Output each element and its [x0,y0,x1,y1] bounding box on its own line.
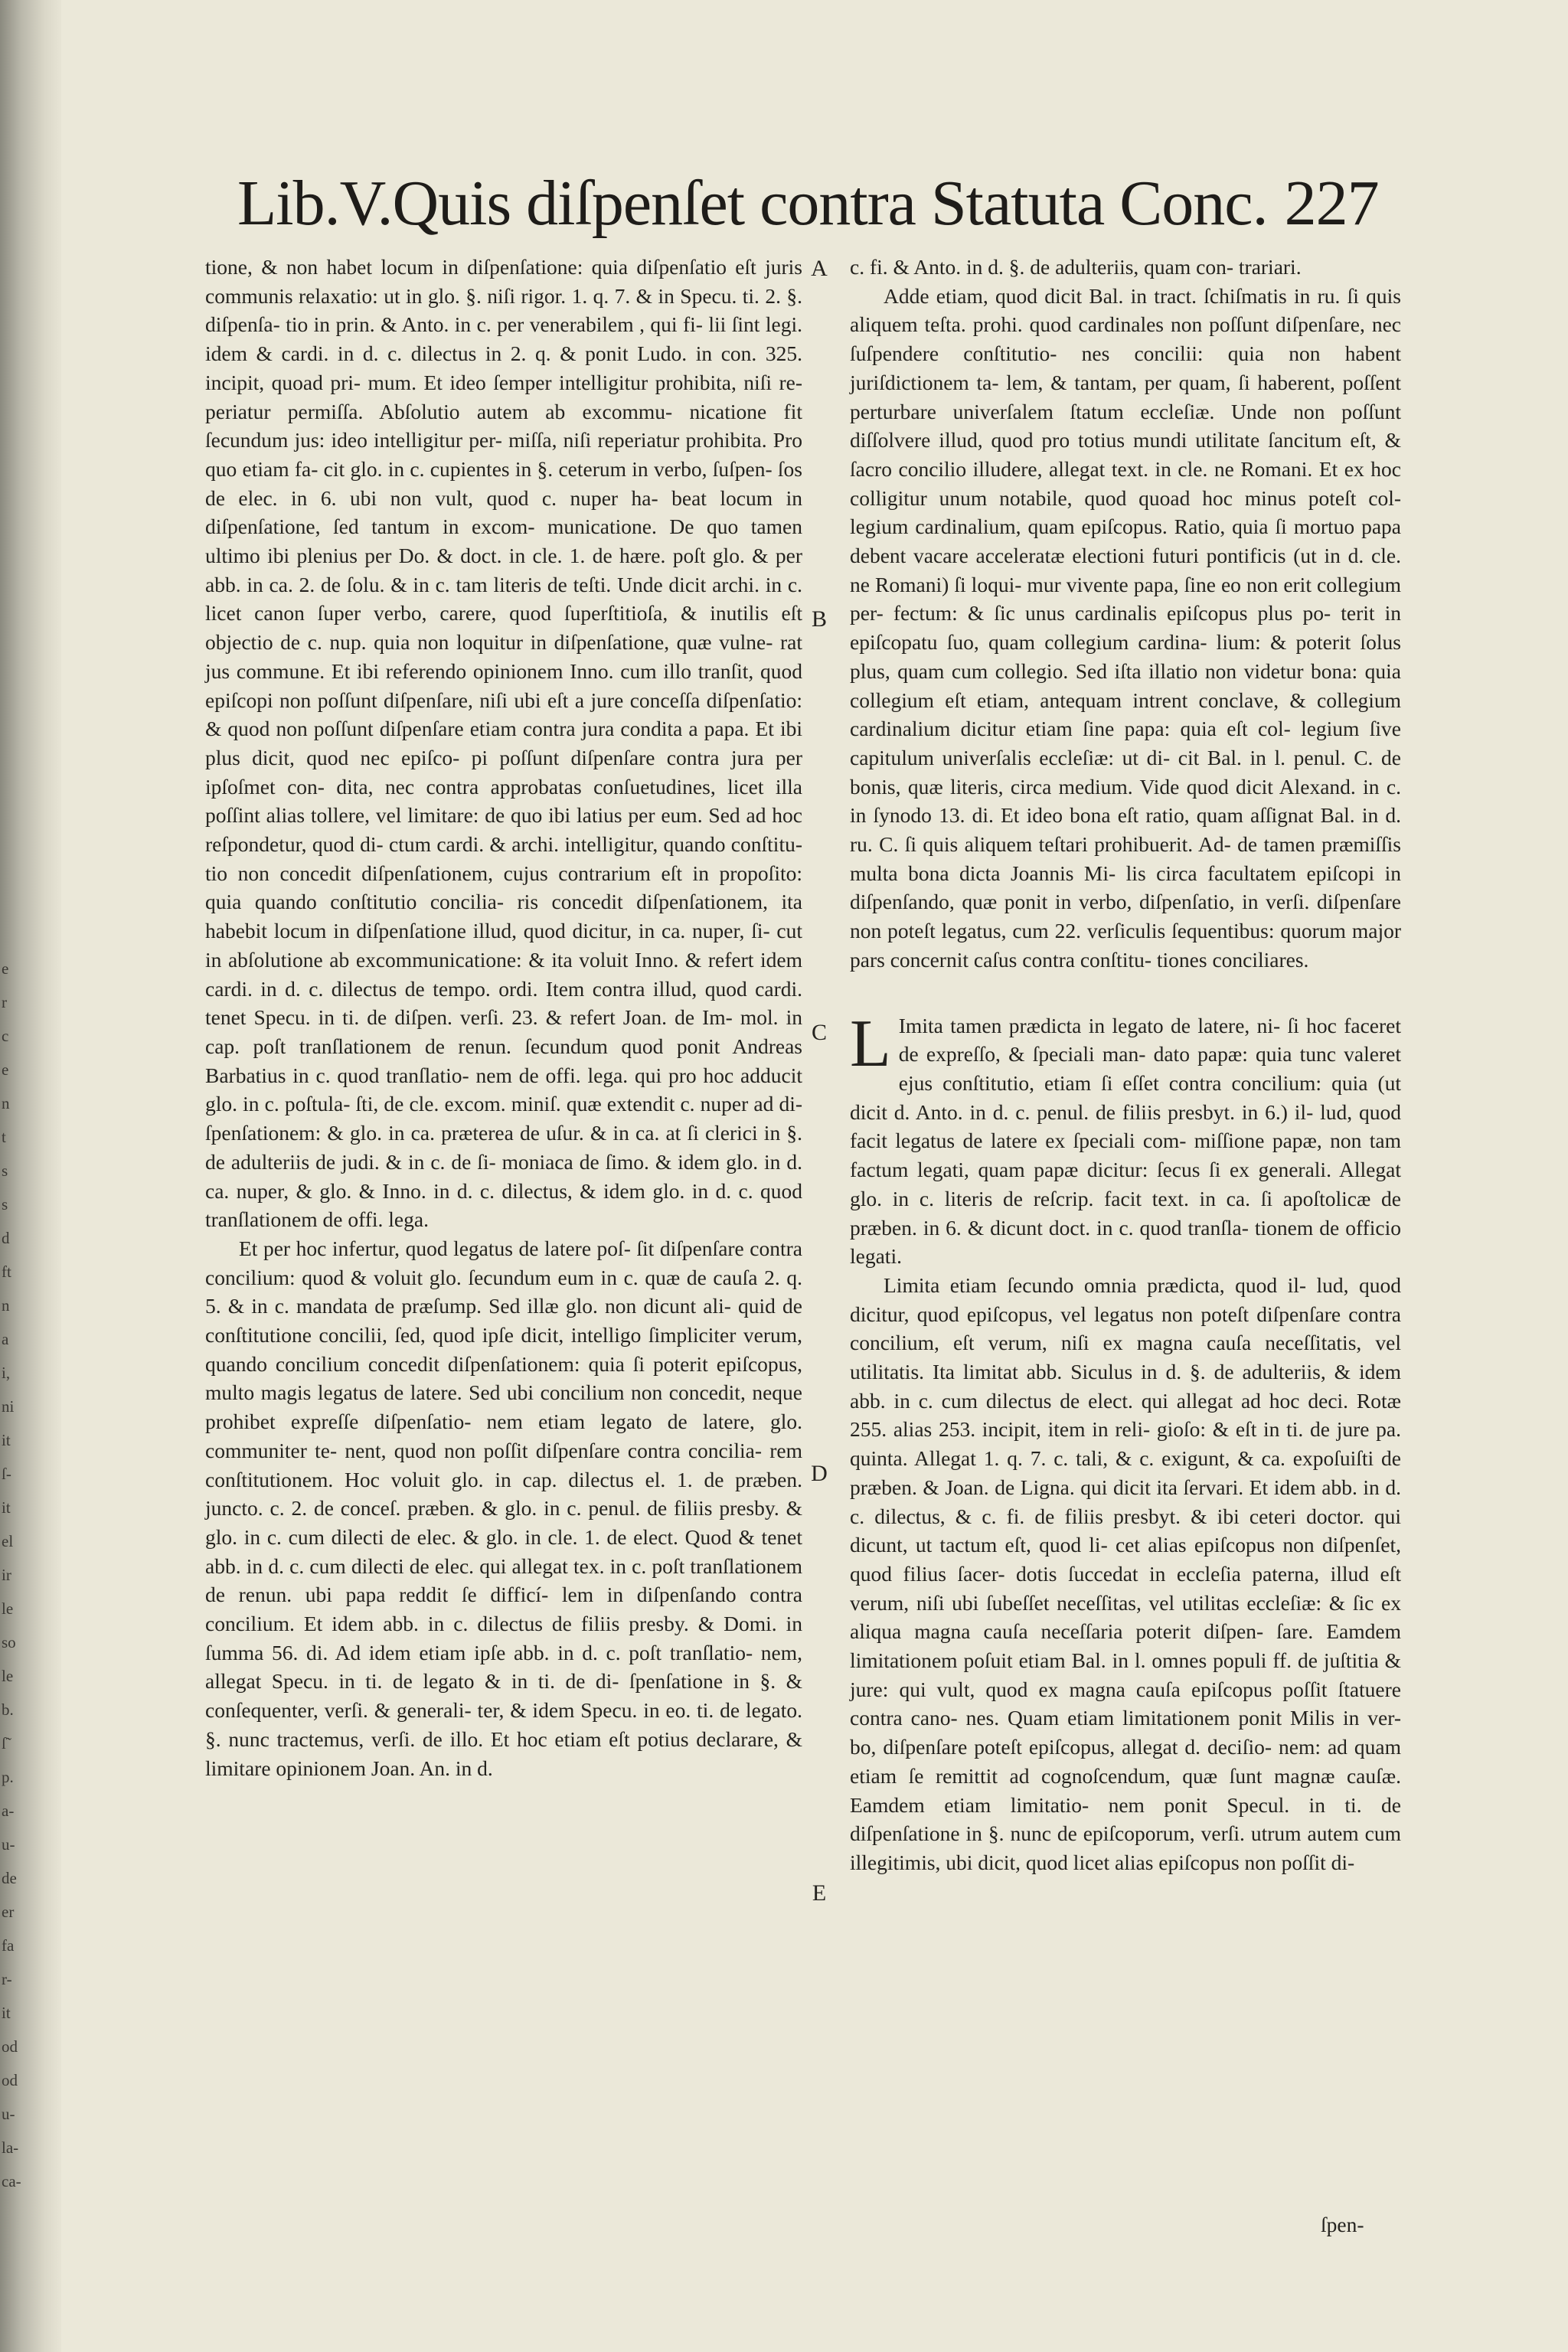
gutter-fragment: s [2,1195,8,1214]
right-paragraph-2: Adde etiam, quod dicit Bal. in tract. ſchiſmatis in ru. ſi quis aliquem teſta. prohi. quod cardinales non poſſunt diſpenſare, nec ſuſpendere conſtitutio- nes concilii: quia non habent juriſdictionem ta- lem, & tantam, per quam, ſi haberent, poſſent perturbare univerſalem ſtatum eccleſiæ. Unde non poſſunt diſſolvere illud, quod pro totius mundi utilitate ſancitum eſt, & ſacro concilio illudere, allegat text. in cle. ne Romani. Et ex hoc colligitur unum notabile, quod quoad hoc minus poteſt col- legium cardinalium, quam epiſcopus. Ratio, quia ſi mortuo papa debent vacare acceleratæ electioni futuri pontificis (ut in d. cle. ne Romani) ſi loqui- mur vivente papa, ſine eo non erit collegium per- fectum: & ſic unus cardinalis epiſcopus plus po- terit in epiſcopatu ſuo, quam collegium cardina- lium: & poterit ſolus plus, quam cum collegio. Sed iſta illatio non videtur bona: quia collegium eſt etiam, antequam intrent conclave, & collegium cardinalium dicitur etiam ſine papa: quia eſt col- legium ſive capitulum univerſalis eccleſiæ: ut di- cit Bal. in l. penul. C. de bonis, quæ literis, circa medium. Vide quod dicit Alexand. in c. in ſynodo 13. di. Et ideo bona eſt ratio, quam aſſignat Bal. in d. ru. C. ſi quis aliquem teſtari prohibuerit. Ad- de tamen præmiſſis multa bona dicta Joannis Mi- lis circa facultatem epiſcopi in diſpenſando, quæ ponit in verbo, diſpenſatio, in verſi. diſpenſare non poteſt legatus, cum 22. verſiculis ſequentibus: quorum major pars concernit caſus contra conſtitu- tiones conciliares. [850,283,1401,972]
section-marker-c: C [811,1020,827,1045]
gutter-fragment: ft [2,1263,11,1281]
gutter-fragment: s [2,1161,8,1180]
gutter-fragment: a [2,1330,9,1348]
gutter-fragment: od [2,2037,18,2056]
right-paragraph-4: Limita etiam ſecundo omnia prædicta, quod il- lud, quod dicitur, quod epiſcopus, vel legatus non poteſt diſpenſare contra concilium, eſt verum, niſi ex magna cauſa neceſſitatis, vel utilitatis. Ita limitat abb. Siculus in d. §. de adulteriis, & idem abb. in c. cum dilectus de elect. qui allegat ad hoc deci. Rotæ 255. alias 253. incipit, item in reli- gioſo: & eſt in ti. de jure pa. quinta. Allegat 1. q. 7. c. tali, & c. exigunt, & ca. expoſuiſti de præben. & Joan. de Ligna. qui dicit ita ſervari. Et idem abb. in d. c. dilectus, & c. fi. de filiis presbyt. & ibi ceteri doctor. qui dicunt, ut tactum eſt, quod li- cet alias epiſcopus non diſpenſet, quod filius ſacer- dotis ſuccedat in eccleſia paterna, illud eſt verum, niſi ubi ſubeſſet neceſſitas, vel utilitas eccleſiæ: & ſic ex aliqua magna cauſa neceſſaria poterit diſpen- ſare. Eamdem limitationem poſuit etiam Bal. in l. omnes populi ff. de juſtitia & jure: qui vult, quod ex magna cauſa epiſcopus poſſit ſtatuere contra cano- nes. Quam etiam limitationem ponit Milis in ver- bo, diſpenſare poteſt epiſcopus, allegat d. deciſio- nem: ad quam etiam ſe remittit ad cognoſcendum, quæ ſunt magnæ cauſæ. Eamdem etiam limitatio- nem ponit Specul. in ti. de diſpenſatione in §. nunc de epiſcoporum, verſi. utrum autem cum illegitimis, ubi dicit, quod licet alias epiſcopus non poſſit di- [850,1272,1401,1874]
gutter-fragment: n [2,1094,10,1112]
section-marker-b: B [811,606,827,632]
gutter-fragment: ir [2,1566,11,1584]
gutter-fragment: u- [2,1835,15,1854]
page [61,0,1568,2352]
right-column [850,253,1401,1877]
gutter-fragment: d [2,1229,10,1247]
drop-cap: L [850,1006,891,1081]
gutter-fragment: e [2,959,9,978]
gutter-fragment: a- [2,1802,15,1820]
gutter-fragment: so [2,1633,16,1651]
gutter-fragment: er [2,1903,15,1921]
gutter-fragment: fa [2,1936,15,1955]
section-marker-e: E [812,1880,827,1906]
gutter-fragment: r [2,993,7,1011]
left-column [205,253,802,1782]
gutter-fragment: p. [2,1768,14,1786]
page-number: 227 [1284,168,1379,239]
gutter-fragment: r- [2,1970,12,1988]
right-paragraph-3 [850,1006,1401,1271]
gutter-fragment: it [2,1431,11,1449]
gutter-fragment: c [2,1027,9,1045]
gutter-fragment: t [2,1128,6,1146]
gutter-fragment: la- [2,2138,19,2157]
gutter-fragment: u- [2,2105,15,2123]
left-paragraph-1: tione, & non habet locum in diſpenſatione: quia diſpenſatio eſt juris communis relaxatio: ut in glo. §. niſi rigor. 1. q. 7. & in Specu. ti. 2. §. diſpenſa- tio in prin. & Anto. in c. per venerabilem , qui fi- lii ſint legi. idem & cardi. in d. c. dilectus in 2. q. & ponit Ludo. in con. 325. incipit, quoad pri- mum. Et ideo ſemper intelligitur prohibita, niſi re- periatur permiſſa. Abſolutio autem ab excommu- nicatione fit ſecundum jus: ideo intelligitur per- miſſa, niſi reperiatur prohibita. Pro quo etiam fa- cit glo. in c. cupientes in §. ceterum in verbo, ſuſpen- ſos de elec. in 6. ubi non vult, quod c. nuper ha- beat locum in diſpenſatione, ſed tantum in excom- municatione. De quo tamen ultimo ibi plenius per Do. & doct. in cle. 1. de hære. poſt glo. & per abb. in ca. 2. de ſolu. & in c. tam literis de teſti. Unde dicit archi. in c. licet canon ſuper verbo, carere, quod ſuperſtitioſa, & inutilis eſt objectio de c. nup. quia non loquitur in diſpenſatione, quæ vulne- rat jus commune. Et ibi referendo opinionem Inno. cum illo tranſit, quod epiſcopi non poſſunt diſpenſare, niſi ubi eſt a jure conceſſa diſpenſatio: & quod non poſſunt diſpenſare etiam contra jura condita a papa. Et ibi plus dicit, quod nec epiſco- pi poſſunt diſpenſare contra jura per ipſoſmet con- dita, nec contra approbatas conſuetudines, licet illa poſſint alias tollere, vel limitare: de quo ibi latius per eum. Sed ad hoc reſpondetur, quod di- ctum cardi. & archi. intelligitur, quando conſtitu- tio non concedit diſpenſationem, cujus contrarium eſt in propoſito: quia quando conſtitutio concilia- ris concedit diſpenſationem, ita habebit locum in diſpenſatione illud, quod dicitur, in ca. nuper, ſi- cut in abſolutione ab excommunicatione: & ita voluit Inno. & refert idem cardi. in d. c. dilectus de tempo. ordi. Item contra illud, quod cardi. tenet Specu. in ti. de diſpen. verſi. 23. & refert Joan. de Im- mol. in cap. poſt tranſlationem de renun. ſecundum quod ponit Andreas Barbatius in c. quod tranſlatio- nem de offi. lega. qui pro hoc adducit glo. in c. poſtula- ſti, de cle. excom. miniſ. quæ extendit c. nuper ad di- ſpenſationem: & glo. in ca. præterea de uſur. & in ca. at ſi clerici in §. de adulteriis de judi. & in c. de ſi- moniaca de ſimo. & idem glo. in d. ca. nuper, & glo. & Inno. in d. c. dilectus, & idem glo. in d. c. quod tranſlationem de offi. lega. [205,255,802,1232]
gutter-fragment: el [2,1532,14,1550]
catchword: ſpen- [1321,2213,1364,2236]
gutter-fragment: le [2,1667,14,1685]
section-marker-d: D [811,1461,828,1486]
gutter-fragment: le [2,1599,14,1618]
gutter-fragment: ſ̃ [2,1734,6,1753]
right-paragraph-1: c. fi. & Anto. in d. §. de adulteriis, quam con- trariari. [850,255,1302,279]
facing-page-fragments [2,0,37,2352]
gutter-fragment: de [2,1869,17,1887]
gutter-fragment: n [2,1296,10,1315]
gutter-fragment: e [2,1060,9,1079]
left-paragraph-2: Et per hoc infertur, quod legatus de latere poſ- ſit diſpenſare contra concilium: quod & voluit glo. ſecundum eum in c. quæ de cauſa 2. q. 5. & in c. mandata de præſump. Sed illæ glo. non dicunt ali- quid de conſtitutione concilii, ſed, quod ipſe dicit, intelligo ſimpliciter verum, quando concilium concedit diſpenſationem: quia ſi poterit epiſcopus, multo magis legatus de latere. Sed ubi concilium non concedit, neque prohibet expreſſe diſpenſatio- nem etiam legato de latere, glo. communiter te- nent, quod non poſſit diſpenſare contra concilia- rem conſtitutionem. Hoc voluit glo. in cap. dilectus el. 1. de præben. juncto. c. 2. de conceſ. præben. & glo. in c. penul. de filiis presby. & glo. in c. cum dilecti de elec. & glo. in cle. 1. de elect. Quod & tenet abb. in d. c. cum dilecti de elec. qui allegat tex. in c. poſt tranſlationem de renun. ubi papa reddit ſe difficí- lem in diſpenſando contra concilium. Et idem abb. in c. dilectus de filiis presby. & Domi. in ſumma 56. di. Ad idem etiam ipſe abb. in d. c. poſt tranſlatio- nem, allegat Specu. in ti. de legato & in ti. de di- ſpenſatione in §. & conſequenter, verſi. & generali- ter, & idem Specu. in eo. ti. de legato. §. nunc tractemus, verſi. de illo. Et hoc etiam eſt potius declarare, & limitare opinionem Joan. An. in d. [205,1236,802,1780]
gutter-fragment: it [2,2004,11,2022]
gutter-fragment: ſ- [2,1465,11,1483]
gutter-fragment: b. [2,1700,14,1719]
gutter-fragment: ca- [2,2172,21,2190]
running-header [237,167,1401,240]
gutter-fragment: od [2,2071,18,2089]
section-marker-a: A [811,256,828,281]
right-paragraph-3-text: Imita tamen prædicta in legato de latere, ni- ſi hoc faceret de expreſſo, & ſpeciali man- dato papæ: quia tunc valeret ejus conſtitutio, etiam ſi eſſet contra concilium: quia (ut dicit d. Anto. in d. c. penul. de filiis presbyt. in 6.) il- lud, quod facit legatus de latere ex ſpeciali com- miſſione papæ, non tam factum legati, quam papæ dicitur: ſecus ſi ex generali. Allegat glo. in c. literis de reſcrip. facit text. in ca. ſi apoſtolicæ de præben. in 6. & dicunt doct. in c. quod tranſla- tionem de officio legati. [850,1013,1401,1269]
gutter-fragment: i, [2,1364,11,1382]
gutter-fragment: it [2,1498,11,1517]
facing-page-gutter [0,0,60,2352]
section-gap [850,975,1401,1011]
header-title: Lib.V.Quis diſpenſet contra Statuta Conc. [237,168,1268,239]
gutter-fragment: ni [2,1397,15,1416]
